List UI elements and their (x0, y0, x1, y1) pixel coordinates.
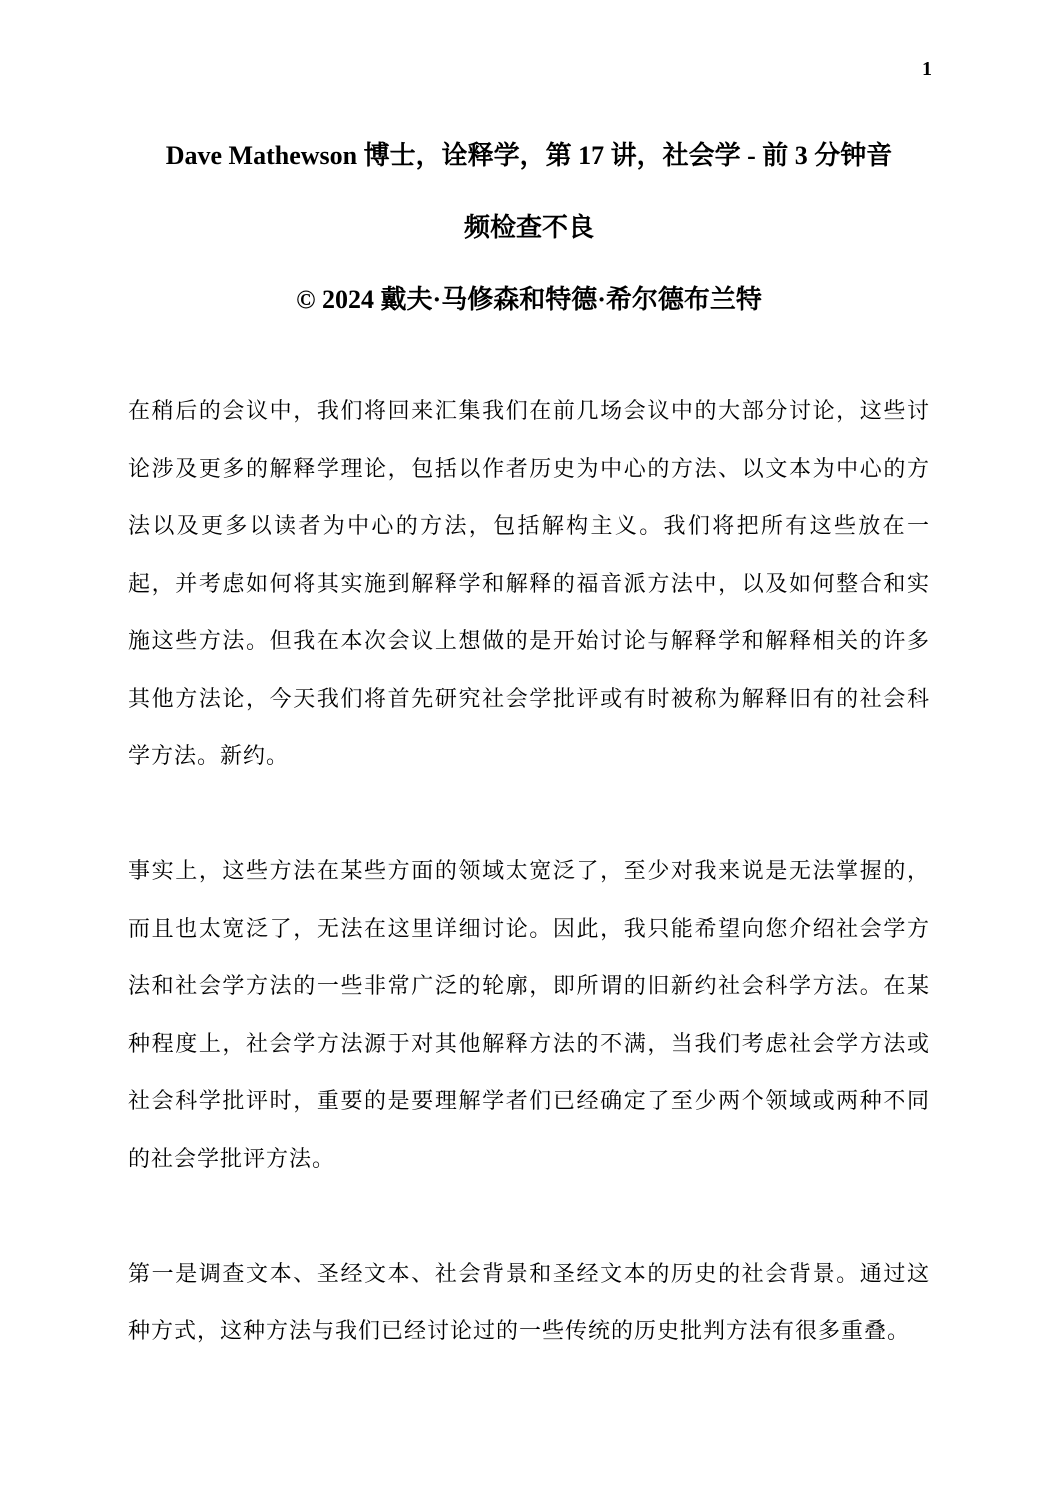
copyright-line: © 2024 戴夫·马修森和特德·希尔德布兰特 (296, 285, 762, 314)
paragraph-3: 第一是调查文本、圣经文本、社会背景和圣经文本的历史的社会背景。通过这种方式，这种方法与我们已经讨论过的一些传统的历史批判方法有很多重叠。 (128, 1260, 930, 1343)
paragraph-1: 在稍后的会议中，我们将回来汇集我们在前几场会议中的大部分讨论，这些讨论涉及更多的解释学理论，包括以作者历史为中心的方法、以文本为中心的方法以及更多以读者为中心的方法，包括解构主义。我们将把所有这些放在一起，并考虑如何将其实施到解释学和解释的福音派方法中，以及如何整合和实施这些方法。但我在本次会议上想做的是开始讨论与解释学和解释相关的许多其他方法论，今天我们将首先研究社会学批评或有时被称为解释旧有的社会科学方法。新约。 (128, 398, 930, 768)
paragraph-2: 事实上，这些方法在某些方面的领域太宽泛了，至少对我来说是无法掌握的，而且也太宽泛了，无法在这里详细讨论。因此，我只能希望向您介绍社会学方法和社会学方法的一些非常广泛的轮廓，即所谓的旧新约社会科学方法。在某种程度上，社会学方法源于对其他解释方法的不满，当我们考虑社会学方法或社会科学批评时，重要的是要理解学者们已经确定了至少两个领域或两种不同的社会学批评方法。 (128, 858, 930, 1171)
document-header (128, 120, 930, 336)
document-title-line-2: 频检查不良 (463, 213, 594, 242)
document-body (128, 382, 930, 1360)
page-number: 1 (922, 58, 932, 80)
document-title-line-1: Dave Mathewson 博士，诠释学，第 17 讲，社会学 - 前 3 分钟音 (165, 141, 893, 170)
